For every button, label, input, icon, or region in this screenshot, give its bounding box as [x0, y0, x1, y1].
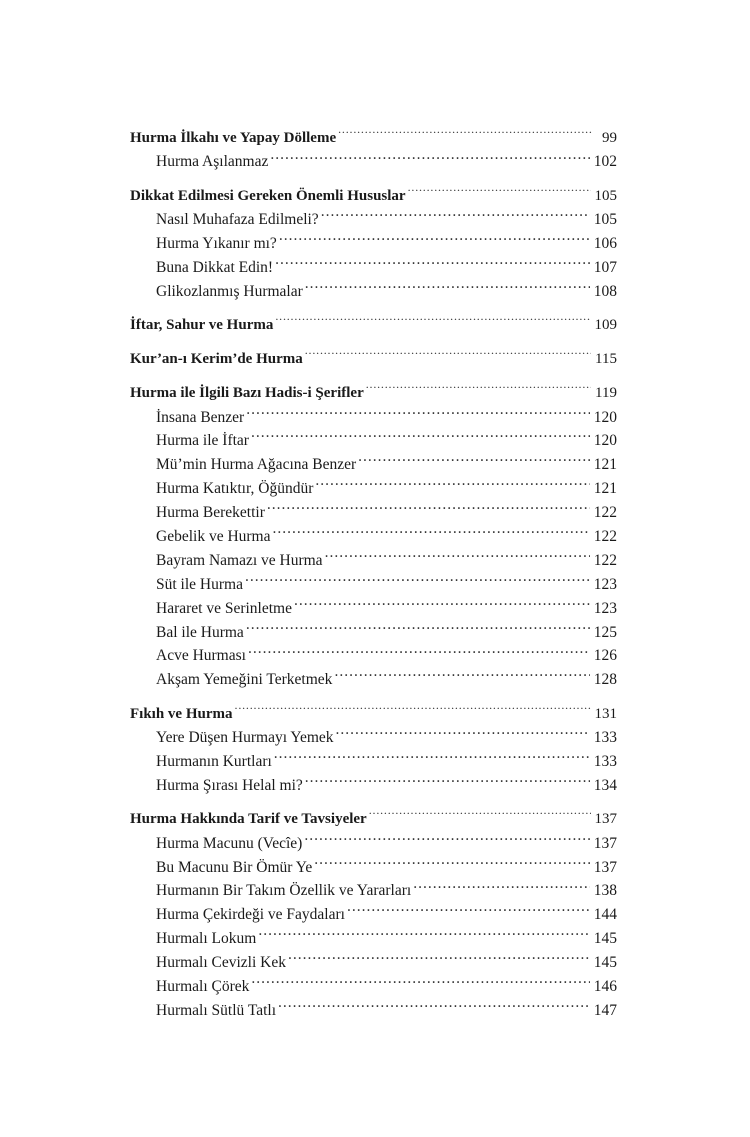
toc-heading-row — [130, 700, 617, 724]
page-number: 138 — [593, 882, 617, 900]
page-number: 123 — [593, 575, 617, 593]
dot-leader — [325, 546, 590, 565]
toc-entry-row — [130, 666, 617, 690]
dot-leader — [408, 182, 591, 200]
toc-entry-title: Hurma ile İftar — [156, 432, 249, 450]
toc-entry-title: Hurmalı Lokum — [156, 930, 257, 948]
page-number: 123 — [593, 599, 617, 617]
dot-leader — [251, 427, 590, 446]
toc-entry-title: Hurmalı Sütlü Tatlı — [156, 1001, 277, 1019]
page-number: 137 — [594, 811, 617, 828]
toc-heading-title: Kur’an-ı Kerim’de Hurma — [130, 351, 303, 368]
toc-heading-row — [130, 124, 617, 148]
page-number: 102 — [593, 153, 617, 171]
dot-leader — [358, 451, 590, 470]
page-number: 147 — [593, 1001, 617, 1019]
toc-entry-title: Hurma Berekettir — [156, 504, 265, 522]
toc-entry-row — [130, 642, 617, 666]
toc-entry-row — [130, 723, 617, 747]
toc-entry-title: Mü’min Hurma Ağacına Benzer — [156, 456, 357, 474]
toc-entry-row — [130, 829, 617, 853]
page-number: 126 — [593, 647, 617, 665]
toc-entry-title: Hurma Katıktır, Öğündür — [156, 480, 314, 498]
toc-entry-row — [130, 853, 617, 877]
dot-leader — [304, 829, 589, 848]
page-number: 144 — [593, 906, 617, 924]
toc-entry-row — [130, 148, 617, 172]
dot-leader — [245, 570, 590, 589]
dot-leader — [246, 618, 590, 637]
dot-leader — [267, 498, 590, 517]
page-number: 119 — [595, 385, 617, 402]
toc-entry-row — [130, 925, 617, 949]
dot-leader — [305, 277, 590, 296]
page-number: 122 — [593, 504, 617, 522]
toc-section — [130, 124, 617, 172]
page-number: 121 — [593, 480, 617, 498]
page-number: 145 — [593, 954, 617, 972]
toc-entry-title: Hurmalı Çörek — [156, 977, 250, 995]
dot-leader — [338, 124, 593, 142]
page-number: 108 — [593, 282, 617, 300]
dot-leader — [270, 148, 589, 167]
toc-entry-row — [130, 546, 617, 570]
dot-leader — [336, 723, 590, 742]
toc-entry-row — [130, 498, 617, 522]
toc-entry-title: Acve Hurması — [156, 647, 246, 665]
dot-leader — [275, 253, 590, 272]
toc-section — [130, 805, 617, 1020]
page-number: 115 — [595, 351, 617, 368]
toc-heading-title: Hurma ile İlgili Bazı Hadis-i Şerifler — [130, 385, 364, 402]
toc-section — [130, 379, 617, 690]
toc-entry-row — [130, 570, 617, 594]
toc-entry-row — [130, 771, 617, 795]
page-number: 120 — [593, 432, 617, 450]
dot-leader — [366, 379, 591, 397]
toc-entry-title: Hararet ve Serinletme — [156, 599, 292, 617]
dot-leader — [294, 594, 590, 613]
toc-heading-row — [130, 805, 617, 829]
dot-leader — [278, 996, 590, 1015]
toc-heading-row — [130, 311, 617, 335]
page-number: 105 — [594, 187, 617, 204]
toc-entry-row — [130, 451, 617, 475]
toc-heading-row — [130, 345, 617, 369]
toc-entry-row — [130, 618, 617, 642]
toc-section — [130, 182, 617, 301]
toc-entry-row — [130, 594, 617, 618]
dot-leader — [413, 877, 590, 896]
dot-leader — [248, 642, 590, 661]
page-number: 125 — [593, 623, 617, 641]
toc-entry-row — [130, 949, 617, 973]
dot-leader — [315, 475, 589, 494]
page-number: 107 — [593, 259, 617, 277]
toc-entry-row — [130, 403, 617, 427]
toc-entry-title: Bu Macunu Bir Ömür Ye — [156, 858, 313, 876]
dot-leader — [274, 747, 590, 766]
toc-heading-title: İftar, Sahur ve Hurma — [130, 317, 274, 334]
page-number: 122 — [593, 551, 617, 569]
toc-section — [130, 311, 617, 335]
dot-leader — [235, 700, 591, 718]
toc-entry-row — [130, 972, 617, 996]
page-number: 146 — [593, 977, 617, 995]
dot-leader — [246, 403, 590, 422]
toc-entry-title: Hurma Çekirdeği ve Faydaları — [156, 906, 345, 924]
toc-heading-row — [130, 182, 617, 206]
page-number: 137 — [593, 858, 617, 876]
toc-entry-row — [130, 747, 617, 771]
page-number: 133 — [593, 729, 617, 747]
toc-entry-title: Hurma Aşılanmaz — [156, 153, 269, 171]
toc-entry-title: Bal ile Hurma — [156, 623, 244, 641]
dot-leader — [305, 771, 590, 790]
page-number: 137 — [593, 834, 617, 852]
page-number: 99 — [602, 130, 617, 146]
page-number: 133 — [593, 752, 617, 770]
toc-entry-title: İnsana Benzer — [156, 408, 245, 426]
toc-entry-title: Bayram Namazı ve Hurma — [156, 551, 323, 569]
toc-entry-row — [130, 996, 617, 1020]
toc-entry-title: Gebelik ve Hurma — [156, 527, 271, 545]
toc-entry-row — [130, 522, 617, 546]
dot-leader — [369, 805, 591, 823]
dot-leader — [279, 230, 590, 249]
toc-entry-title: Hurma Yıkanır mı? — [156, 235, 277, 253]
dot-leader — [273, 522, 590, 541]
toc-entry-title: Süt ile Hurma — [156, 575, 243, 593]
toc-entry-row — [130, 901, 617, 925]
page-number: 106 — [593, 235, 617, 253]
dot-leader — [334, 666, 589, 685]
page-number: 120 — [593, 408, 617, 426]
dot-leader — [347, 901, 590, 920]
toc-section — [130, 700, 617, 796]
toc-entry-title: Hurmanın Bir Takım Özellik ve Yararları — [156, 882, 412, 900]
toc-entry-title: Nasıl Muhafaza Edilmeli? — [156, 211, 319, 229]
toc-entry-title: Hurmanın Kurtları — [156, 752, 272, 770]
page-number: 128 — [593, 671, 617, 689]
dot-leader — [251, 972, 589, 991]
page-number: 109 — [594, 317, 617, 334]
dot-leader — [258, 925, 589, 944]
toc-entry-title: Hurmalı Cevizli Kek — [156, 954, 286, 972]
toc-entry-title: Glikozlanmış Hurmalar — [156, 282, 303, 300]
toc-entry-row — [130, 230, 617, 254]
toc-section — [130, 345, 617, 369]
toc-entry-row — [130, 427, 617, 451]
toc-heading-title: Hurma Hakkında Tarif ve Tavsiyeler — [130, 811, 367, 828]
page-number: 122 — [593, 527, 617, 545]
toc-entry-title: Akşam Yemeğini Terketmek — [156, 671, 333, 689]
toc-entry-title: Buna Dikkat Edin! — [156, 259, 274, 277]
toc-entry-row — [130, 206, 617, 230]
toc-entry-title: Hurma Macunu (Vecîe) — [156, 834, 303, 852]
toc-heading-title: Dikkat Edilmesi Gereken Önemli Hususlar — [130, 187, 406, 204]
dot-leader — [314, 853, 589, 872]
dot-leader — [275, 311, 590, 329]
toc-entry-row — [130, 475, 617, 499]
page-number: 131 — [594, 705, 617, 722]
page-number: 145 — [593, 930, 617, 948]
toc-heading-title: Fıkıh ve Hurma — [130, 705, 233, 722]
dot-leader — [288, 949, 590, 968]
toc-heading-title: Hurma İlkahı ve Yapay Dölleme — [130, 130, 337, 146]
toc-entry-title: Yere Düşen Hurmayı Yemek — [156, 729, 334, 747]
toc-entry-title: Hurma Şırası Helal mi? — [156, 776, 303, 794]
page-number: 105 — [593, 211, 617, 229]
dot-leader — [321, 206, 590, 225]
toc-heading-row — [130, 379, 617, 403]
toc-entry-row — [130, 877, 617, 901]
table-of-contents — [130, 124, 617, 1030]
dot-leader — [305, 345, 591, 363]
page-number: 121 — [593, 456, 617, 474]
toc-entry-row — [130, 253, 617, 277]
page-number: 134 — [593, 776, 617, 794]
toc-entry-row — [130, 277, 617, 301]
